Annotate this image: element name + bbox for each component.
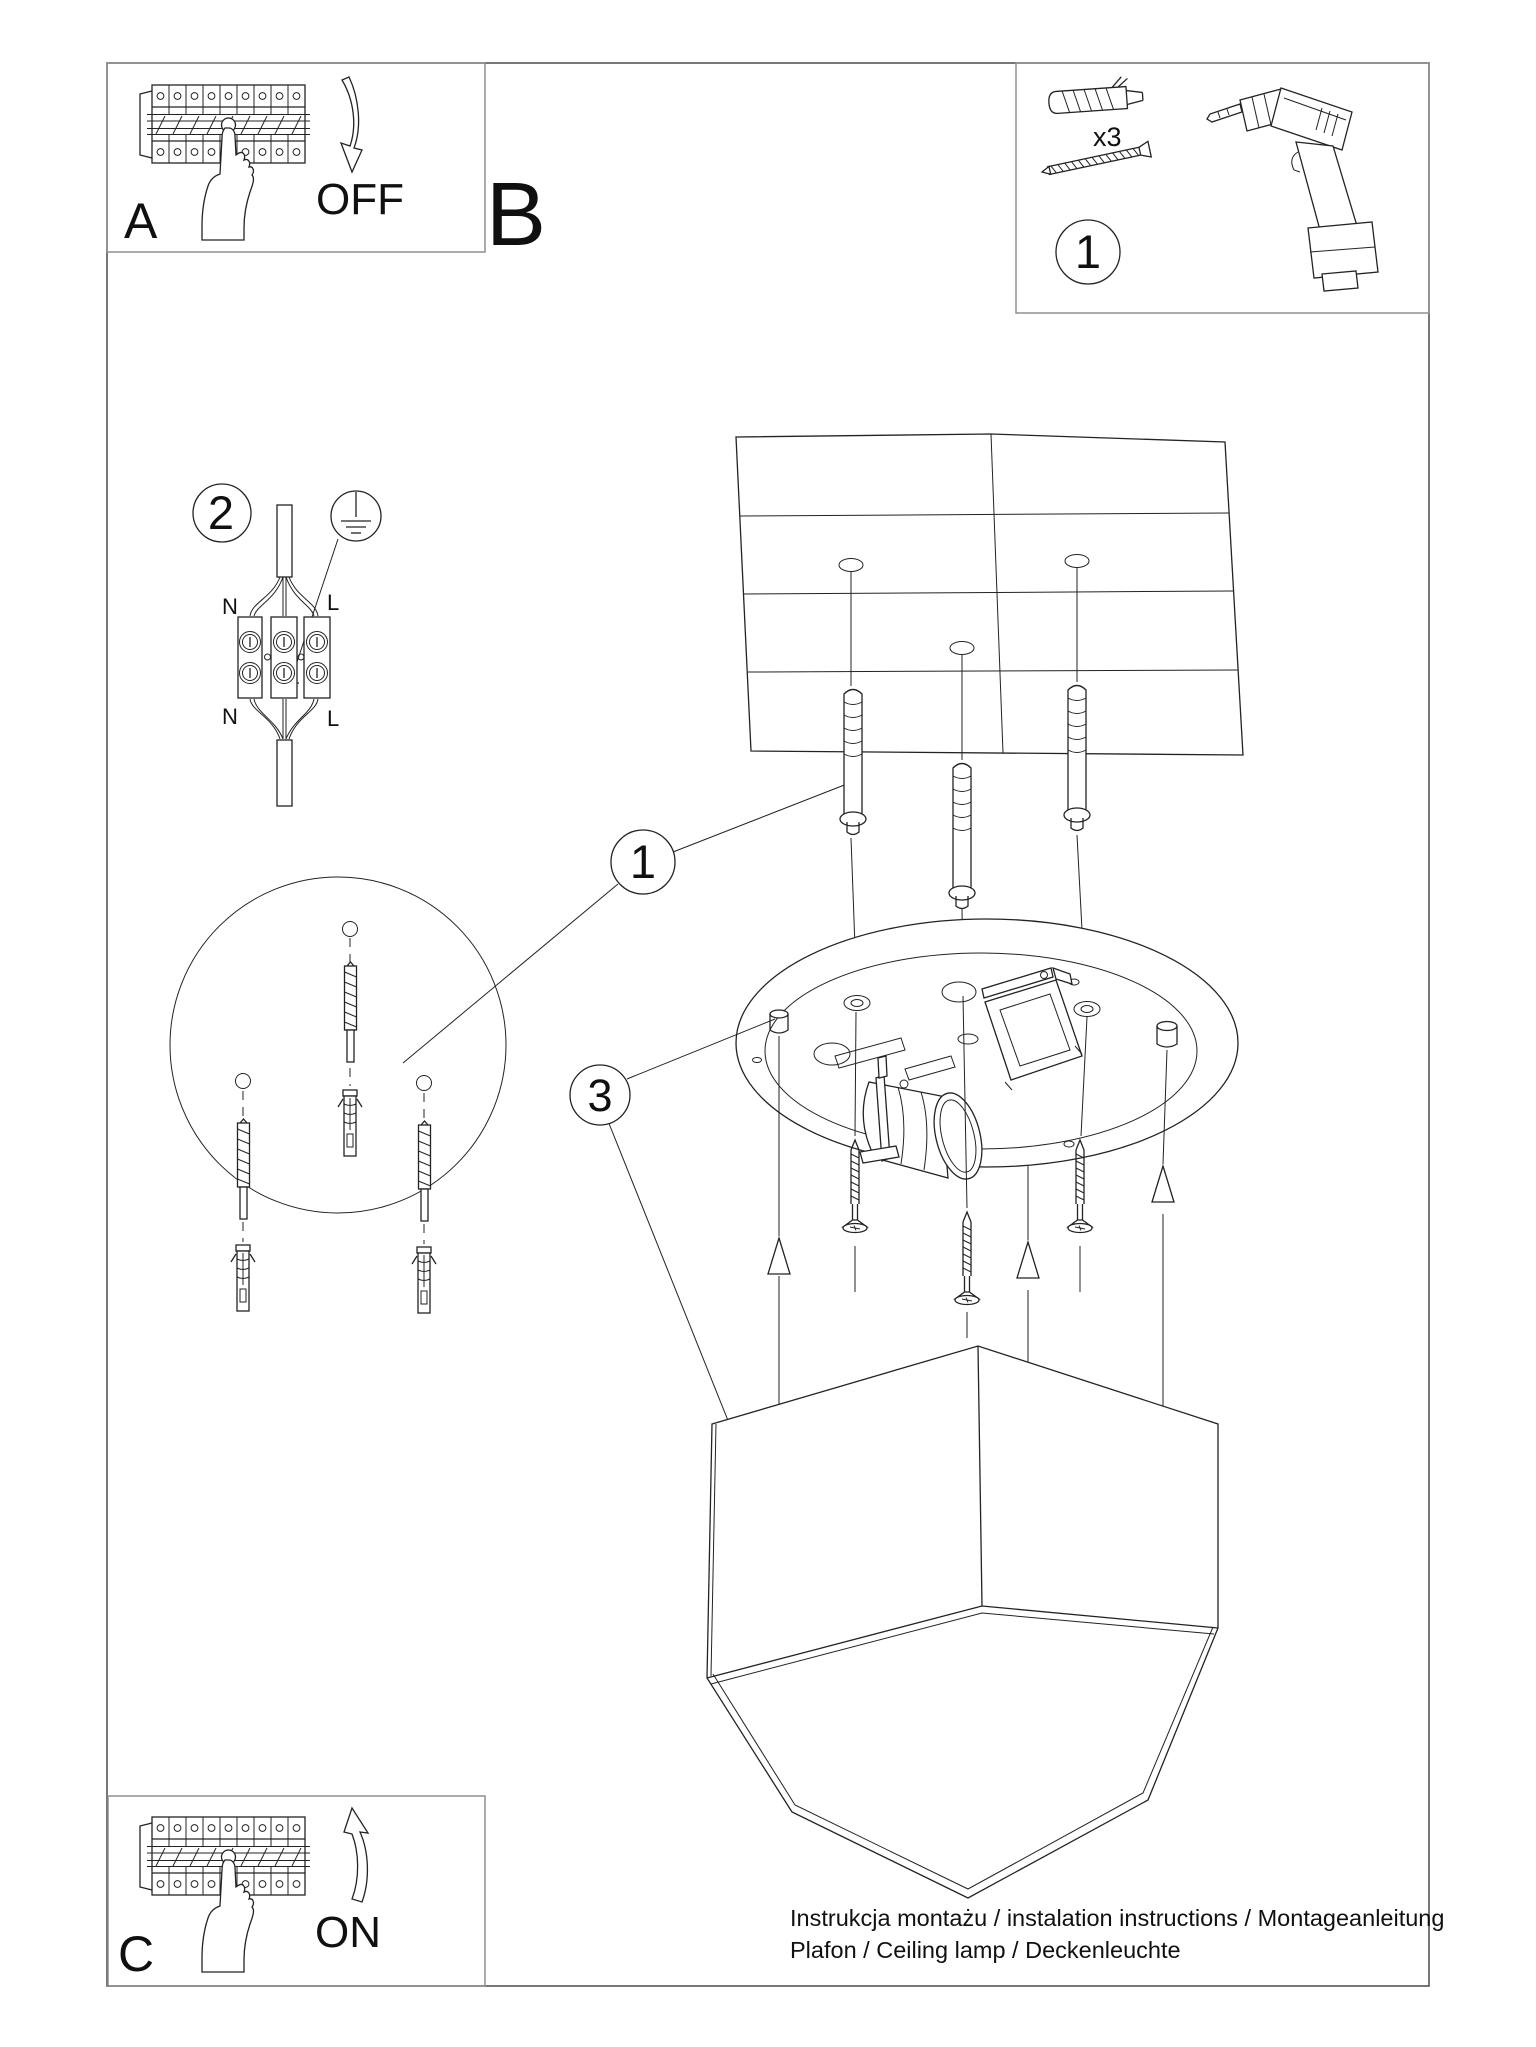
parts-box — [1016, 63, 1429, 313]
step-a-label: A — [124, 193, 158, 249]
callout-3 — [570, 1019, 775, 1458]
step-b-label: B — [486, 165, 547, 265]
off-label: OFF — [316, 175, 404, 224]
terminal-l-bottom: L — [327, 706, 340, 731]
on-label: ON — [315, 1908, 381, 1957]
ceiling-anchor-left — [840, 690, 866, 835]
terminal-n-top: N — [222, 594, 238, 619]
callout-2-number: 2 — [207, 486, 235, 539]
step-c-label: C — [118, 1926, 155, 1982]
drill-icon — [1207, 88, 1378, 291]
anchor-qty-label: x3 — [1093, 122, 1122, 152]
canopy — [736, 835, 1238, 1184]
callout-1-number: 1 — [1074, 225, 1102, 278]
terminal-block — [238, 617, 330, 698]
assembly-arrow-center — [1017, 1242, 1039, 1278]
arrow-down-icon — [341, 77, 362, 172]
mounting-screw-center — [955, 1212, 979, 1305]
step-c-power-on — [108, 1796, 485, 1986]
terminal-n-bottom: N — [222, 704, 238, 729]
arrow-up-icon — [344, 1808, 368, 1902]
detail-circle — [170, 877, 506, 1213]
step-a-power-off — [107, 63, 485, 252]
wiring-diagram — [193, 484, 381, 806]
assembly-arrow-right — [1152, 1166, 1174, 1202]
footer-line-1: Instrukcja montażu / instalation instructions / Montageanleitung — [790, 1905, 1445, 1931]
lamp-body — [707, 1346, 1218, 1898]
callout-3-number: 3 — [587, 1070, 613, 1121]
footer-line-2: Plafon / Ceiling lamp / Deckenleuchte — [790, 1937, 1181, 1963]
callout-1-mid-number: 1 — [629, 835, 657, 888]
ceiling-anchor-right — [1064, 686, 1090, 831]
wall-plug-icon — [1047, 75, 1143, 113]
footer — [790, 1905, 1444, 1963]
ceiling-anchor-middle — [949, 764, 975, 909]
ceiling-panel — [736, 434, 1243, 909]
ground-symbol-icon — [331, 491, 381, 541]
assembly-arrow-left — [768, 1238, 790, 1274]
terminal-l-top: L — [327, 590, 340, 615]
